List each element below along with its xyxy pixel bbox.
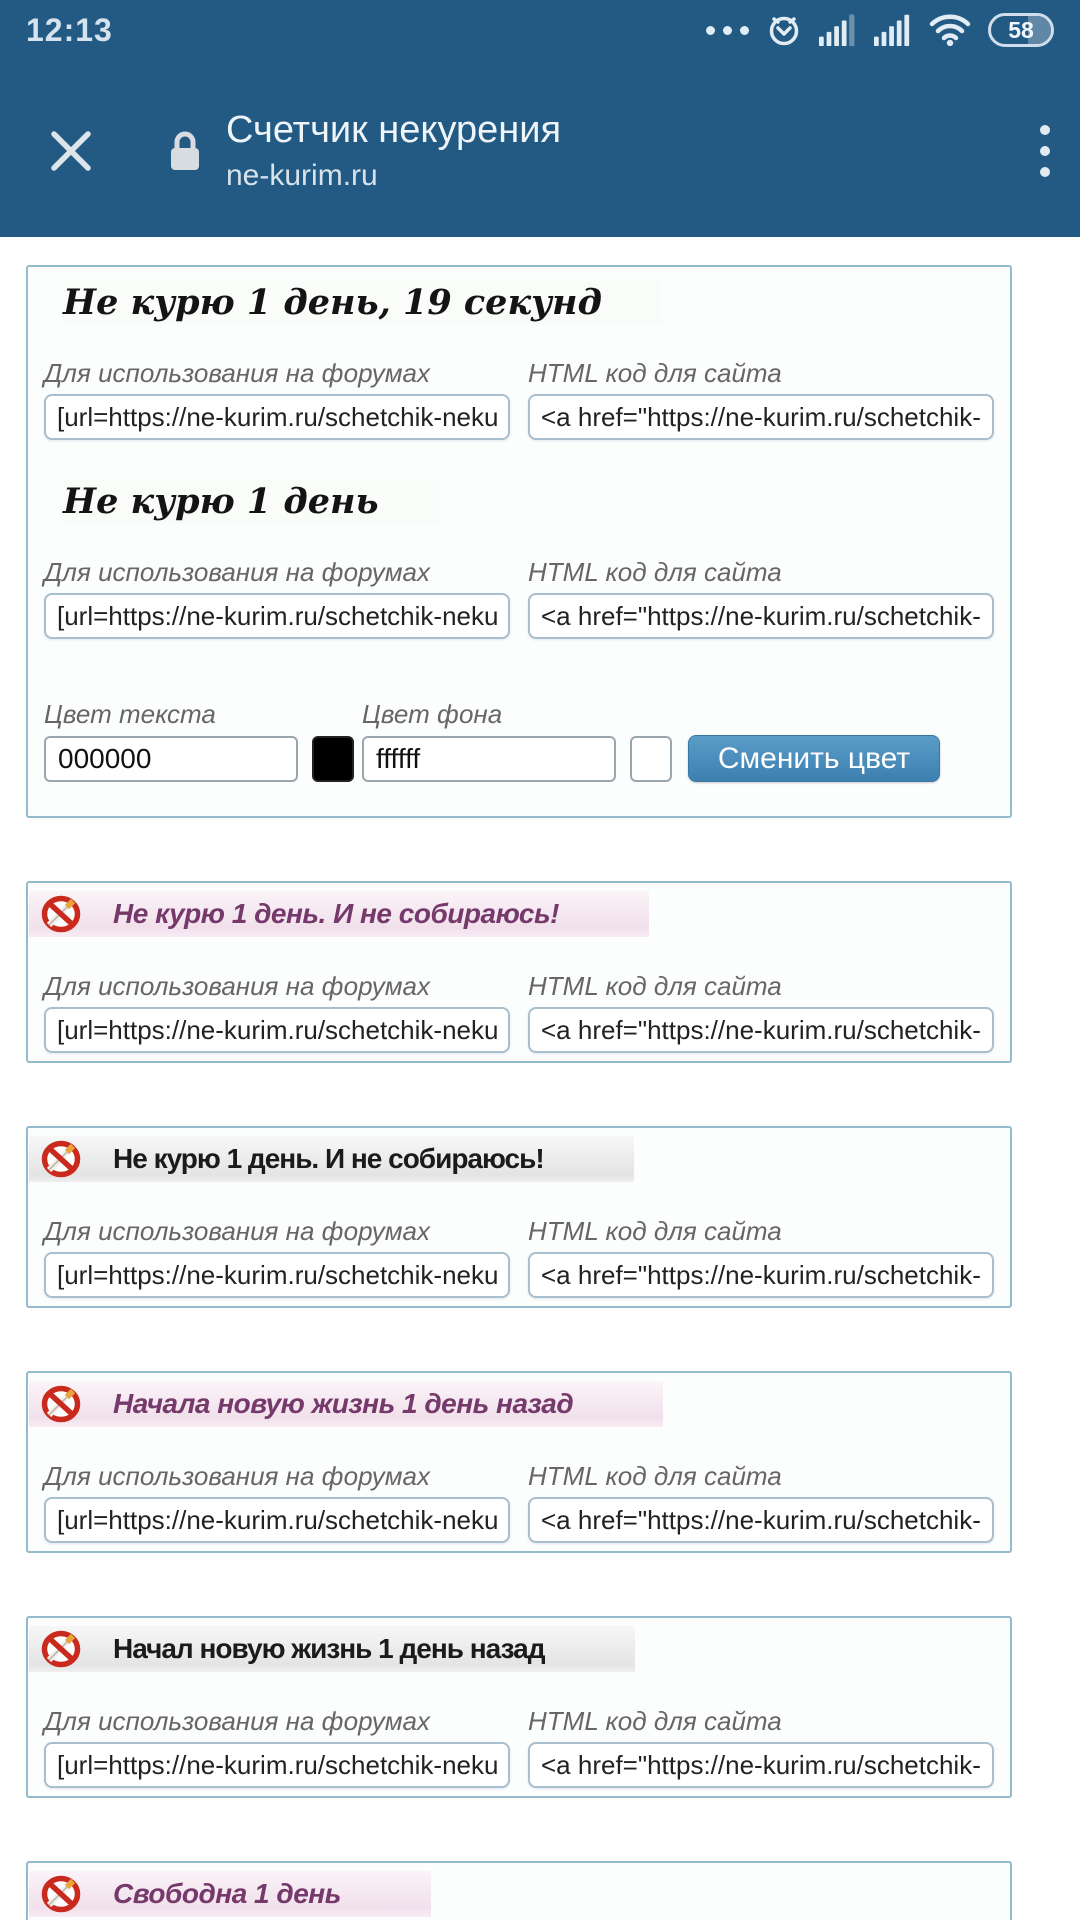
code-pair bbox=[28, 557, 1010, 639]
counter-generator-card bbox=[26, 265, 1012, 818]
html-code-input[interactable] bbox=[528, 1742, 994, 1788]
html-code-label: HTML код для сайта bbox=[528, 971, 782, 1001]
counter-banner bbox=[29, 1381, 663, 1427]
html-code-input[interactable] bbox=[528, 1252, 994, 1298]
counter-text: Свободна 1 день bbox=[113, 1878, 341, 1909]
counter-text: Не курю 1 день. И не собираюсь! bbox=[113, 1143, 544, 1174]
counter-text: Не курю 1 день. И не собираюсь! bbox=[113, 898, 559, 929]
forum-code-label: Для использования на форумах bbox=[44, 557, 431, 587]
html-code-input[interactable] bbox=[528, 593, 994, 639]
counter-card-pink-2 bbox=[26, 1371, 1012, 1553]
page-title: Счетчик некурения bbox=[226, 108, 562, 151]
no-smoking-icon bbox=[39, 894, 85, 934]
bg-color-input[interactable] bbox=[362, 736, 616, 782]
signal-sim2-icon bbox=[874, 13, 912, 47]
counter-banner bbox=[29, 1871, 431, 1917]
text-color-swatch bbox=[312, 736, 354, 782]
page-content bbox=[0, 237, 1080, 1920]
battery-indicator bbox=[988, 13, 1054, 47]
code-pair bbox=[28, 358, 1010, 440]
forum-code-input[interactable] bbox=[44, 1742, 510, 1788]
forum-code-label: Для использования на форумах bbox=[44, 971, 431, 1001]
overflow-menu-icon[interactable] bbox=[1040, 125, 1050, 177]
counter-banner bbox=[29, 891, 649, 937]
close-icon[interactable] bbox=[48, 128, 94, 174]
no-smoking-icon bbox=[39, 1139, 85, 1179]
forum-code-label: Для использования на форумах bbox=[44, 1216, 431, 1246]
forum-code-input[interactable] bbox=[44, 593, 510, 639]
forum-code-label: Для использования на форумах bbox=[44, 358, 431, 388]
counter-preview-full: Не курю 1 день, 19 секунд bbox=[63, 281, 662, 325]
code-pair bbox=[28, 1461, 1010, 1543]
change-color-button[interactable]: Сменить цвет bbox=[688, 735, 940, 782]
html-code-label: HTML код для сайта bbox=[528, 358, 782, 388]
forum-code-label: Для использования на форумах bbox=[44, 1706, 431, 1736]
forum-code-input[interactable] bbox=[44, 1007, 510, 1053]
no-smoking-icon bbox=[39, 1629, 85, 1669]
counter-text: Начал новую жизнь 1 день назад bbox=[113, 1633, 545, 1664]
lock-icon[interactable] bbox=[168, 129, 202, 173]
text-color-input[interactable] bbox=[44, 736, 298, 782]
counter-banner bbox=[29, 1626, 635, 1672]
code-pair bbox=[28, 1216, 1010, 1298]
forum-code-input[interactable] bbox=[44, 394, 510, 440]
no-smoking-icon bbox=[39, 1384, 85, 1424]
notification-dots-icon bbox=[706, 26, 749, 35]
html-code-label: HTML код для сайта bbox=[528, 1461, 782, 1491]
html-code-label: HTML код для сайта bbox=[528, 1706, 782, 1736]
forum-code-input[interactable] bbox=[44, 1252, 510, 1298]
no-smoking-icon bbox=[39, 1874, 85, 1914]
html-code-label: HTML код для сайта bbox=[528, 1216, 782, 1246]
counter-card-gray-1 bbox=[26, 1126, 1012, 1308]
counter-preview-short: Не курю 1 день bbox=[63, 480, 439, 524]
bg-color-label: Цвет фона bbox=[362, 699, 503, 729]
counter-card-pink-1 bbox=[26, 881, 1012, 1063]
forum-code-label: Для использования на форумах bbox=[44, 1461, 431, 1491]
clock-time: 12:13 bbox=[26, 11, 113, 48]
status-icons bbox=[706, 12, 1054, 48]
counter-card-gray-2 bbox=[26, 1616, 1012, 1798]
text-color-label: Цвет текста bbox=[44, 699, 216, 729]
color-controls bbox=[28, 699, 1010, 782]
counter-text: Начала новую жизнь 1 день назад bbox=[113, 1388, 574, 1419]
html-code-input[interactable] bbox=[528, 394, 994, 440]
webview-header bbox=[0, 60, 1080, 237]
html-code-input[interactable] bbox=[528, 1497, 994, 1543]
code-pair bbox=[28, 971, 1010, 1053]
counter-banner bbox=[29, 1136, 634, 1182]
page-title-block bbox=[226, 110, 561, 192]
status-bar bbox=[0, 0, 1080, 60]
forum-code-input[interactable] bbox=[44, 1497, 510, 1543]
bg-color-swatch bbox=[630, 736, 672, 782]
page-url: ne-kurim.ru bbox=[226, 158, 378, 192]
html-code-input[interactable] bbox=[528, 1007, 994, 1053]
html-code-label: HTML код для сайта bbox=[528, 557, 782, 587]
alarm-clock-icon bbox=[766, 12, 802, 48]
signal-sim1-icon bbox=[819, 13, 857, 47]
code-pair bbox=[28, 1706, 1010, 1788]
battery-percent: 58 bbox=[1008, 16, 1034, 43]
wifi-icon bbox=[929, 14, 971, 46]
counter-card-pink-3 bbox=[26, 1861, 1012, 1920]
